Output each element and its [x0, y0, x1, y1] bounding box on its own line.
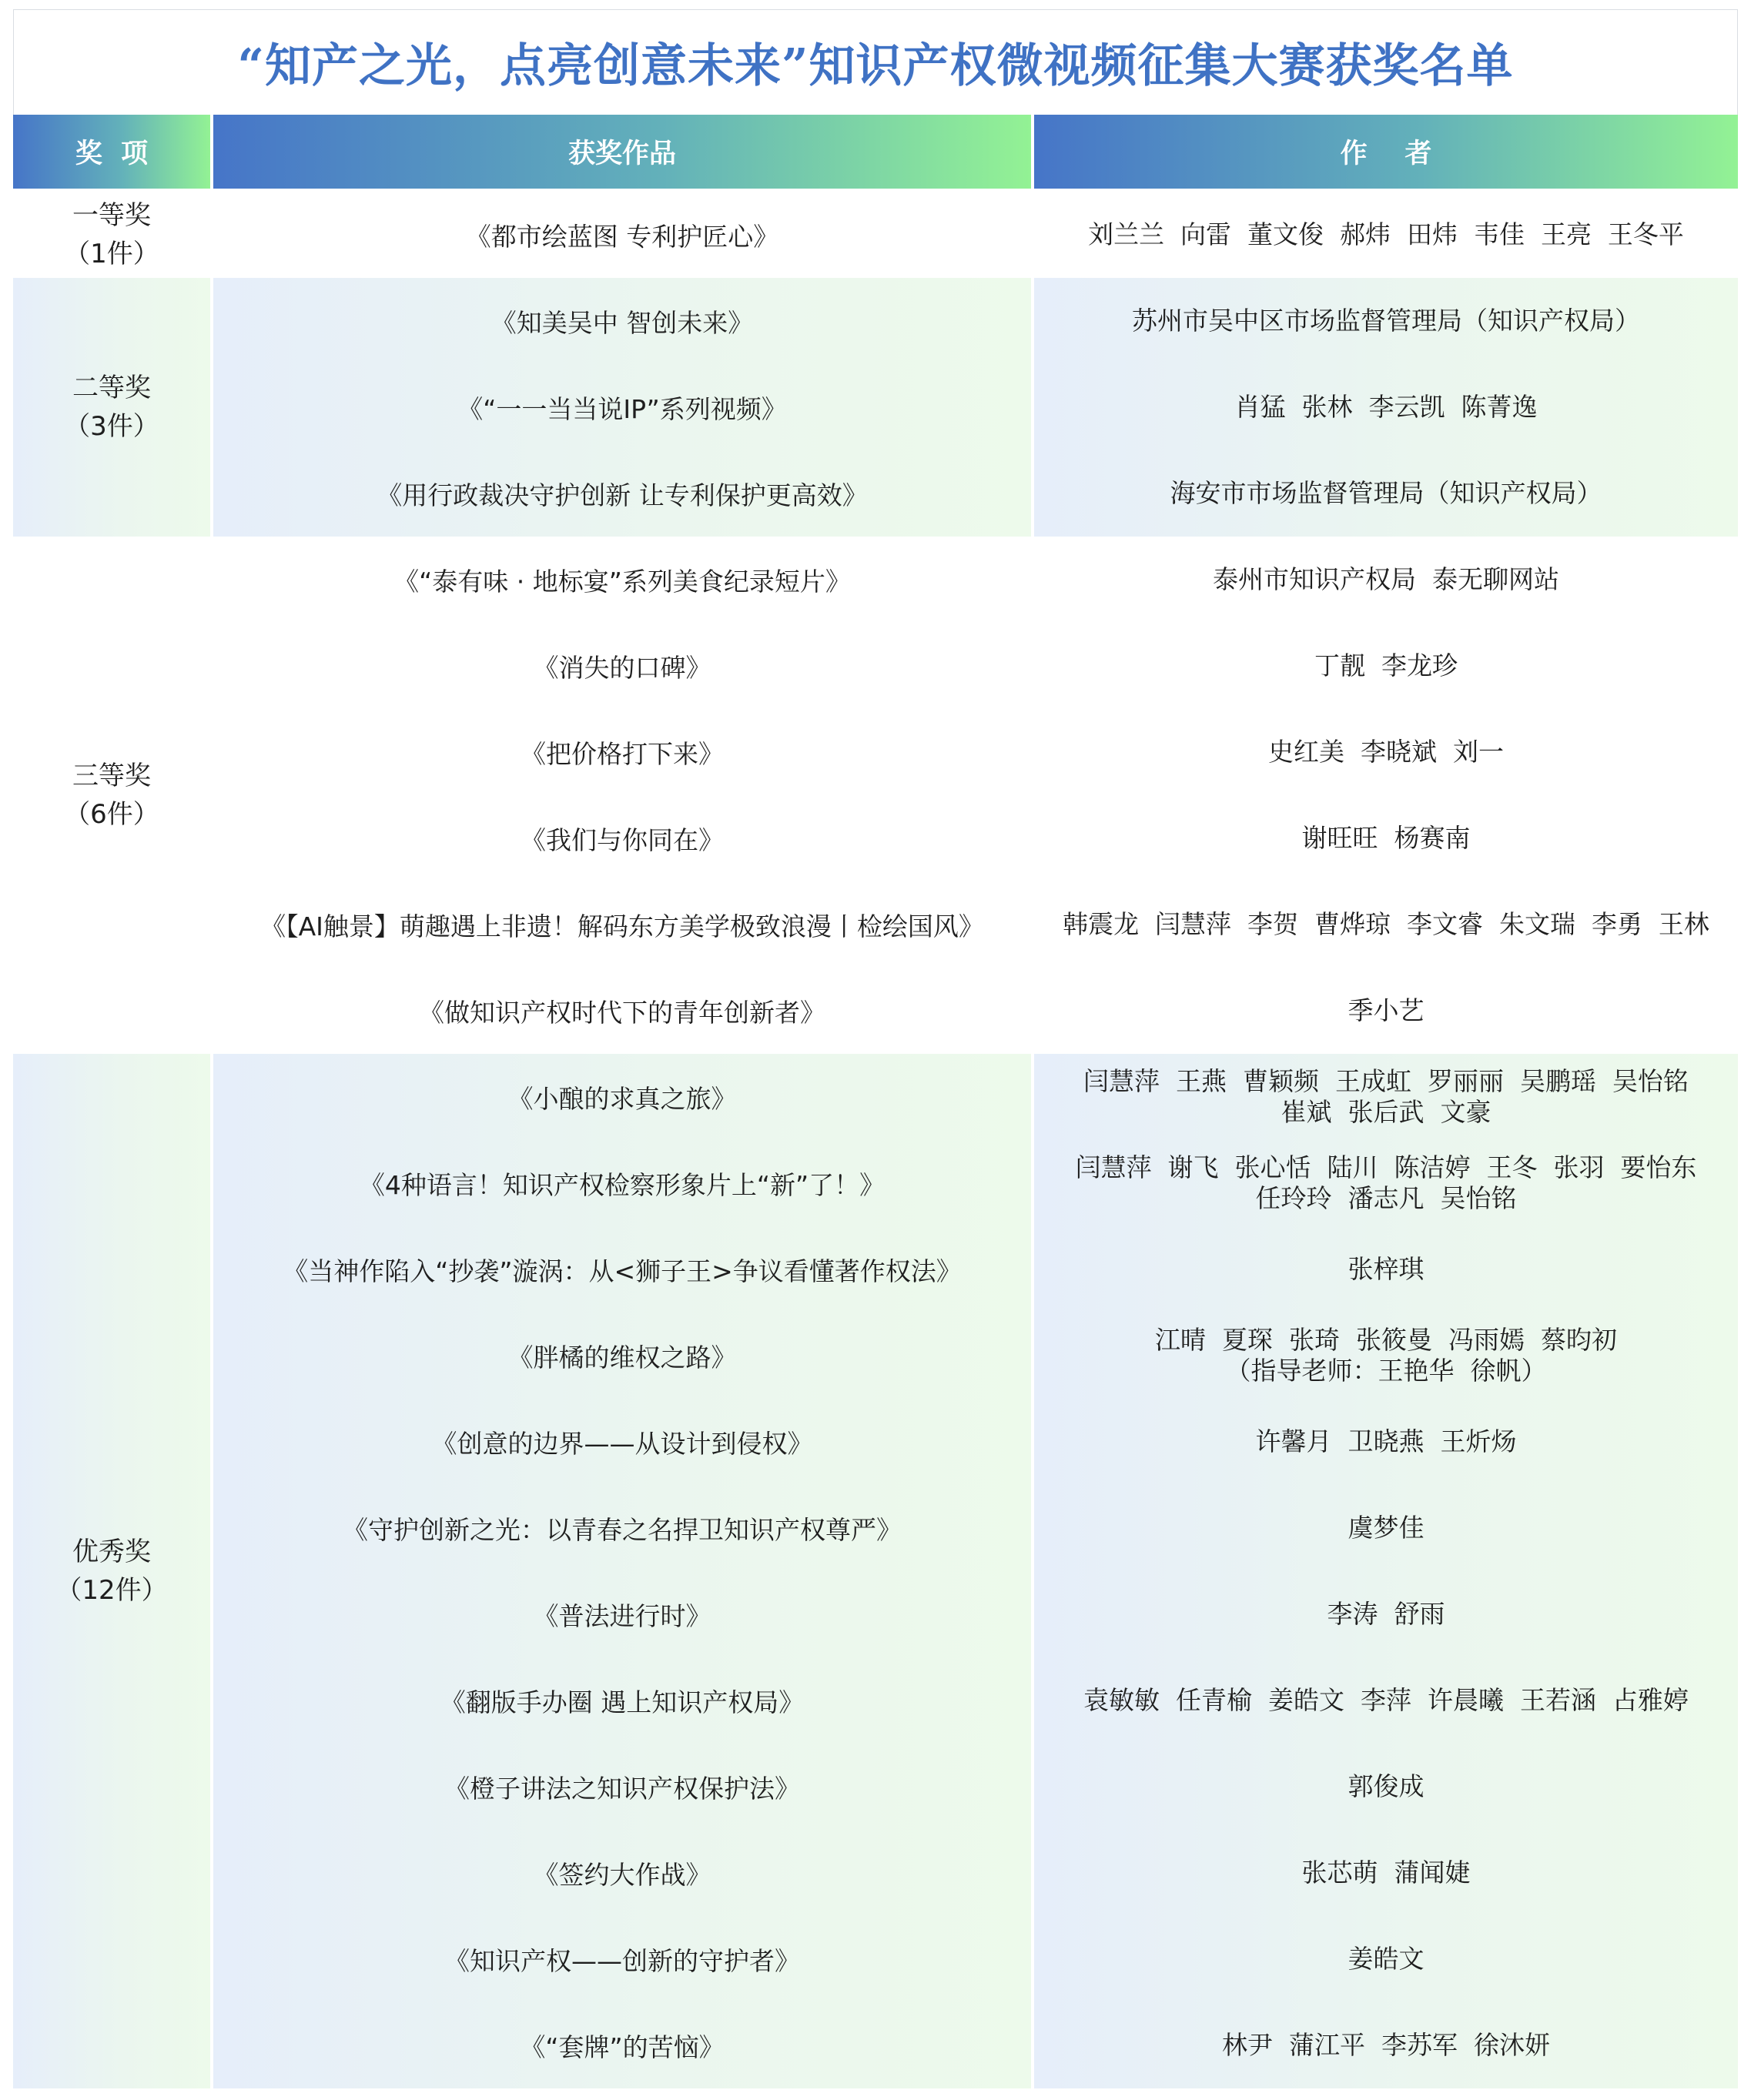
work-title: 《翻版手办圈 遇上知识产权局》: [440, 1687, 805, 1717]
author-cell: [1034, 2002, 1738, 2088]
author-cell: [1034, 1226, 1738, 1312]
table-row: [13, 537, 1738, 623]
award-count: （12件）: [55, 1575, 168, 1606]
table-row: [13, 278, 1738, 364]
table-row: [13, 1140, 1738, 1226]
table-row: [13, 1657, 1738, 1744]
author-cell: [1034, 364, 1738, 450]
table-row: [13, 192, 1738, 278]
author-line: 崔斌 张后武 文豪: [1281, 1097, 1492, 1127]
table-row: [13, 364, 1738, 450]
work-title: 《创意的边界——从设计到侵权》: [431, 1428, 813, 1459]
author-line: 林尹 蒲江平 李苏军 徐沐妍: [1222, 2030, 1550, 2060]
table-row: [13, 1054, 1738, 1140]
author-cell: [1034, 278, 1738, 364]
table-row: [13, 968, 1738, 1054]
award-name: 一等奖: [72, 200, 151, 231]
author-cell: [1034, 1054, 1738, 1140]
author-line: 海安市市场监督管理局（知识产权局）: [1170, 478, 1602, 508]
work-title: 《消失的口碑》: [533, 652, 711, 683]
author-cell: [1034, 1657, 1738, 1744]
author-line: 苏州市吴中区市场监督管理局（知识产权局）: [1132, 306, 1640, 336]
author-line: 季小艺: [1348, 995, 1425, 1025]
work-title: 《“一一当当说IP”系列视频》: [457, 393, 787, 424]
author-line: 江晴 夏琛 张琦 张筱曼 冯雨嫣 蔡昀初: [1155, 1325, 1617, 1355]
author-line: 许馨月 卫晓燕 王炘炀: [1255, 1426, 1517, 1456]
author-cell: [1034, 795, 1738, 881]
award-name: 三等奖: [72, 761, 151, 791]
award-name: 二等奖: [72, 373, 151, 403]
table-row: [13, 709, 1738, 795]
table-row: [13, 2002, 1738, 2088]
work-title: 《签约大作战》: [533, 1859, 711, 1890]
author-line: 张芯萌 蒲闻婕: [1301, 1858, 1471, 1888]
work-title: 《当神作陷入“抄袭”漩涡：从<狮子王>争议看懂著作权法》: [283, 1256, 962, 1286]
award-group: [13, 192, 1738, 278]
table-row: [13, 795, 1738, 881]
header-author: 作 者: [1034, 115, 1738, 189]
award-count: （3件）: [64, 411, 159, 442]
table-row: [13, 623, 1738, 709]
author-line: 虞梦佳: [1348, 1513, 1425, 1543]
table-row: [13, 1399, 1738, 1485]
author-line: 李涛 舒雨: [1327, 1599, 1445, 1629]
work-title: 《做知识产权时代下的青年创新者》: [419, 997, 825, 1028]
work-title: 《都市绘蓝图 专利护匠心》: [465, 221, 779, 252]
work-title: 《知美吴中 智创未来》: [490, 307, 754, 338]
author-line: 刘兰兰 向雷 董文俊 郝炜 田炜 韦佳 王亮 王冬平: [1088, 219, 1684, 249]
work-title: 《“套牌”的苦恼》: [520, 2031, 725, 2062]
work-title: 《我们与你同在》: [521, 824, 724, 855]
award-group: [13, 537, 1738, 1054]
author-line: 泰州市知识产权局 泰无聊网站: [1213, 564, 1559, 594]
author-line: （指导老师：王艳华 徐帆）: [1225, 1356, 1547, 1386]
author-line: 谢旺旺 杨赛南: [1301, 823, 1471, 853]
author-cell: [1034, 1312, 1738, 1399]
work-title: 《知识产权——创新的守护者》: [444, 1945, 800, 1976]
table-row: [13, 881, 1738, 968]
page-title: “知产之光，点亮创意未来”知识产权微视频征集大赛获奖名单: [237, 39, 1514, 93]
table-header: [13, 115, 1738, 189]
table-row: [13, 1744, 1738, 1830]
award-group: [13, 1054, 1738, 2088]
work-title: 《4种语言！知识产权检察形象片上“新”了！》: [359, 1169, 886, 1200]
award-list-sheet: [13, 9, 1738, 2091]
author-line: 韩震龙 闫慧萍 李贺 曹烨琼 李文睿 朱文瑞 李勇 王林: [1063, 909, 1709, 939]
work-title: 《普法进行时》: [533, 1600, 711, 1631]
author-cell: [1034, 1399, 1738, 1485]
work-title: 《用行政裁决守护创新 让专利保护更高效》: [377, 480, 868, 510]
author-cell: [1034, 881, 1738, 968]
author-line: 任玲玲 潘志凡 吴怡铭: [1255, 1183, 1517, 1213]
award-name: 优秀奖: [72, 1537, 151, 1567]
work-title: 《胖橘的维权之路》: [507, 1342, 737, 1373]
work-title: 《小酿的求真之旅》: [507, 1083, 737, 1114]
author-cell: [1034, 968, 1738, 1054]
author-line: 闫慧萍 王燕 曹颖频 王成虹 罗丽丽 吴鹏瑶 吴怡铭: [1083, 1066, 1689, 1096]
work-title: 《“泰有味 · 地标宴”系列美食纪录短片》: [393, 566, 851, 597]
header-award: 奖 项: [13, 115, 210, 189]
author-line: 丁靓 李龙珍: [1314, 650, 1458, 680]
work-title: 《橙子讲法之知识产权保护法》: [444, 1773, 800, 1804]
author-line: 肖猛 张林 李云凯 陈菁逸: [1234, 392, 1538, 422]
author-line: 郭俊成: [1348, 1771, 1425, 1801]
header-work: 获奖作品: [213, 115, 1031, 189]
author-cell: [1034, 1571, 1738, 1657]
table-row: [13, 1916, 1738, 2002]
work-title: 《守护创新之光：以青春之名捍卫知识产权尊严》: [343, 1514, 902, 1545]
author-cell: [1034, 709, 1738, 795]
table-row: [13, 1312, 1738, 1399]
award-count: （1件）: [64, 239, 159, 269]
work-title: 《把价格打下来》: [521, 738, 724, 769]
table-row: [13, 1571, 1738, 1657]
author-cell: [1034, 1744, 1738, 1830]
table-row: [13, 1830, 1738, 1916]
title-bar: [13, 9, 1738, 115]
author-line: 闫慧萍 谢飞 张心恬 陆川 陈洁婷 王冬 张羽 要怡东: [1075, 1152, 1697, 1182]
award-group: [13, 278, 1738, 537]
author-line: 张梓琪: [1348, 1254, 1425, 1284]
author-cell: [1034, 623, 1738, 709]
award-count: （6件）: [64, 799, 159, 830]
table-row: [13, 450, 1738, 537]
author-cell: [1034, 1485, 1738, 1571]
author-cell: [1034, 192, 1738, 278]
table-row: [13, 1226, 1738, 1312]
author-cell: [1034, 1140, 1738, 1226]
author-line: 史红美 李晓斌 刘一: [1268, 737, 1504, 767]
author-line: 袁敏敏 任青榆 姜皓文 李萍 许晨曦 王若涵 占雅婷: [1083, 1685, 1689, 1715]
author-cell: [1034, 1916, 1738, 2002]
author-line: 姜皓文: [1348, 1944, 1425, 1974]
table-row: [13, 1485, 1738, 1571]
work-title: 《【AI触景】萌趣遇上非遗！解码东方美学极致浪漫丨检绘国风》: [260, 911, 984, 941]
author-cell: [1034, 1830, 1738, 1916]
author-cell: [1034, 450, 1738, 537]
author-cell: [1034, 537, 1738, 623]
